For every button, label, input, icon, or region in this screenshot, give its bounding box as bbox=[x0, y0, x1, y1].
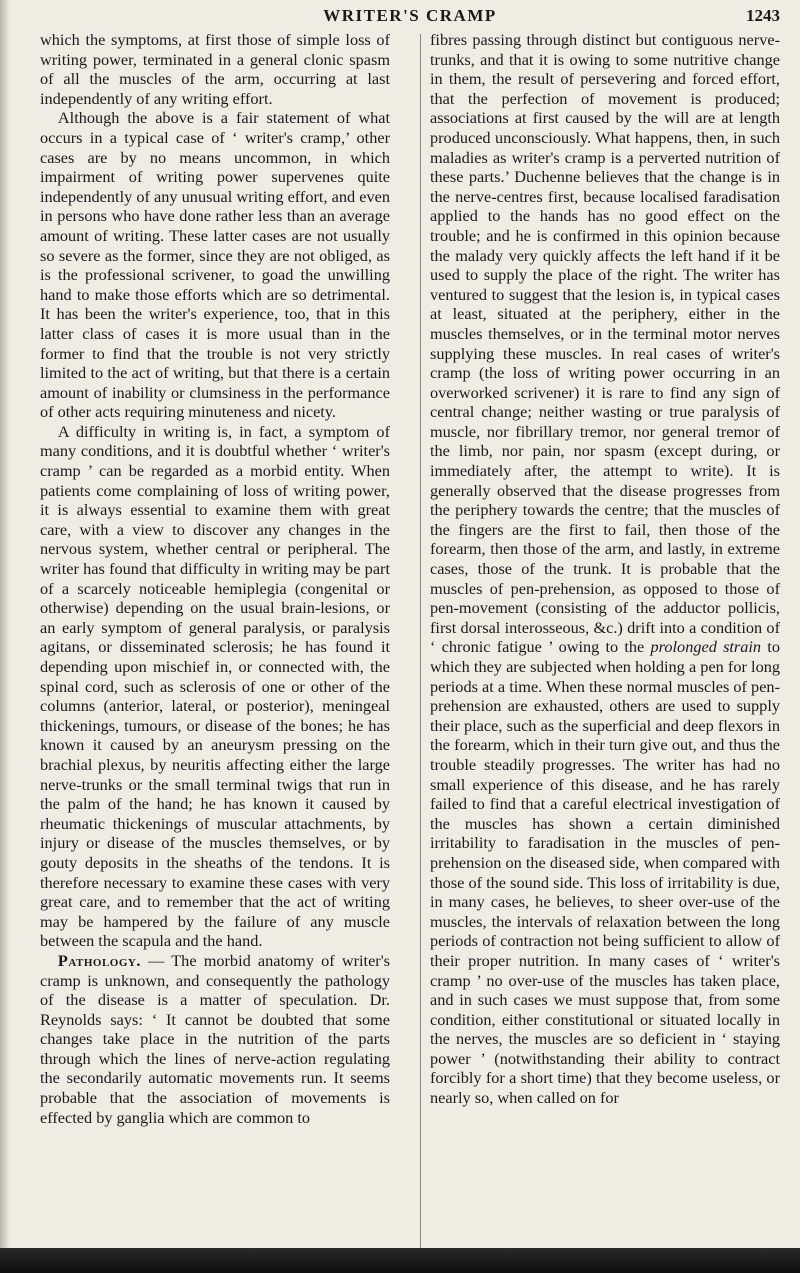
running-title: WRITER'S CRAMP bbox=[323, 6, 497, 25]
pathology-paragraph bbox=[40, 951, 390, 1127]
emphasis-text: prolonged strain bbox=[650, 637, 762, 657]
page-bottom-edge bbox=[0, 1248, 800, 1273]
paragraph bbox=[430, 30, 780, 1108]
paragraph-text: to which they are subjected when holding a pen for long periods at a time. When these normal muscles of pen-prehension are exhausted, others are used to supply their place, such as the superficial and deep flexors in the forearm, which in their turn give out, and thus the trouble steadily progresses. The writer has had no small experience of this disease, and he has rarely failed to find that a careful electrical investigation of the muscles has shown a certain diminished irritability to faradisation in the muscles of pen-prehension on the diseased side, when compared with those of the sound side. This loss of irritability is due, in many cases, he believes, to sheer over-use of the muscles, the intervals of relaxation between the long periods of contraction not being sufficient to allow of their proper nutrition. In many cases of ‘ writer's cramp ’ no over-use of the muscles has taken place, and in such cases we must suppose that, from some condition, either constitutional or situated locally in the nerves, the muscles are so deficient in ‘ staying power ’ (notwithstanding their ability to contract forcibly for a short time) that they become useless, or nearly so, when called on for bbox=[430, 637, 780, 1108]
right-column bbox=[430, 30, 780, 1108]
column-divider bbox=[420, 34, 421, 1249]
paragraph: Although the above is a fair statement of what occurs in a typical case of ‘ writer's cramp,’ other cases are by no means uncommon, in which impairment of writing power supervenes quite independently of any unusual writing effort, and even in persons who have done rather less than an average amount of writing. These latter cases are not usually so severe as the former, since they are not obliged, as is the professional scrivener, to goad the unwilling hand to make those efforts which are so detrimental. It has been the writer's experience, too, that in this latter class of cases it is more usual than in the former to find that the trouble is not very strictly limited to the act of writing, but that there is a certain amount of inability or clumsiness in the performance of other acts requiring minuteness and nicety. bbox=[40, 108, 390, 422]
page-header bbox=[40, 0, 780, 30]
page-number: 1243 bbox=[746, 6, 780, 25]
section-heading-pathology: Pathology. bbox=[57, 950, 141, 970]
paragraph-text: — The morbid anatomy of writer's cramp is unknown, and consequently the pathology of the disease is a matter of speculation. Dr. Reynolds says: ‘ It cannot be doubted that some changes take place in the nutrition of the parts through which the lines of nerve-action regulating the secondarily automatic movements run. It seems probable that the association of movements is effected by ganglia which are common to bbox=[40, 950, 390, 1127]
paragraph-text: fibres passing through distinct but contiguous nerve-trunks, and that it is owing to some nutritive change in them, the result of persevering and forced effort, that the perfection of movement is produced; associations at first caused by the will are at length produced unconsciously. What happens, then, in such maladies as writer's cramp is a perverted nutrition of these parts.’ Duchenne believes that the change is in the nerve-centres first, because localised faradisation applied to the hands has no good effect on the trouble; and he is confirmed in this opinion because the malady very quickly affects the left hand if it be used to supply the place of the right. The writer has ventured to suggest that the lesion is, in typical cases at least, situated at the periphery, either in the muscles themselves, or in the terminal motor nerves supplying these muscles. In real cases of writer's cramp (the loss of writing power occurring in an overworked scrivener) it is rare to find any sign of central change; neither wasting or true paralysis of muscle, nor fibrillary tremor, nor general tremor of the limb, nor pain, nor spasm (except during, or immediately after, the attempt to write). It is generally observed that the disease progresses from the periphery towards the centre; that the muscles of the fingers are the first to fail, then those of the forearm, then those of the arm, and lastly, in extreme cases, those of the trunk. It is probable that the muscles of pen-prehension, as opposed to those of pen-movement (consisting of the adductor pollicis, first dorsal interosseous, &c.) drift into a condition of ‘ chronic fatigue ’ owing to the bbox=[430, 30, 780, 657]
paragraph: which the symptoms, at first those of simple loss of writing power, terminated in a general clonic spasm of all the muscles of the arm, occurring at last independently of any writing effort. bbox=[40, 30, 390, 108]
page-spine-edge bbox=[0, 0, 10, 1273]
left-column bbox=[40, 30, 390, 1127]
paragraph: A difficulty in writing is, in fact, a symptom of many conditions, and it is doubtful whether ‘ writer's cramp ’ can be regarded as a morbid entity. When patients come complaining of loss of writing power, it is always essential to examine them with great care, with a view to discover any changes in the nervous system, whether central or peripheral. The writer has found that difficulty in writing may be part of a scarcely noticeable hemiplegia (congenital or otherwise) depending on the usual brain-lesions, or an early symptom of general paralysis, or paralysis agitans, or disseminated sclerosis; he has found it depending upon mischief in, or connected with, the spinal cord, such as sclerosis of one or other of the columns (anterior, lateral, or posterior), meningeal thickenings, tumours, or disease of the bones; he has known it caused by an aneurysm pressing on the brachial plexus, by neuritis affecting either the large nerve-trunks or the small terminal twigs that run in the palm of the hand; he has known it caused by rheumatic thickenings of muscular attachments, by injury or disease of the muscles themselves, or by gouty deposits in the sheaths of the tendons. It is therefore necessary to examine these cases with very great care, and to remember that the act of writing may be hampered by the failure of any muscle between the scapula and the hand. bbox=[40, 421, 390, 951]
